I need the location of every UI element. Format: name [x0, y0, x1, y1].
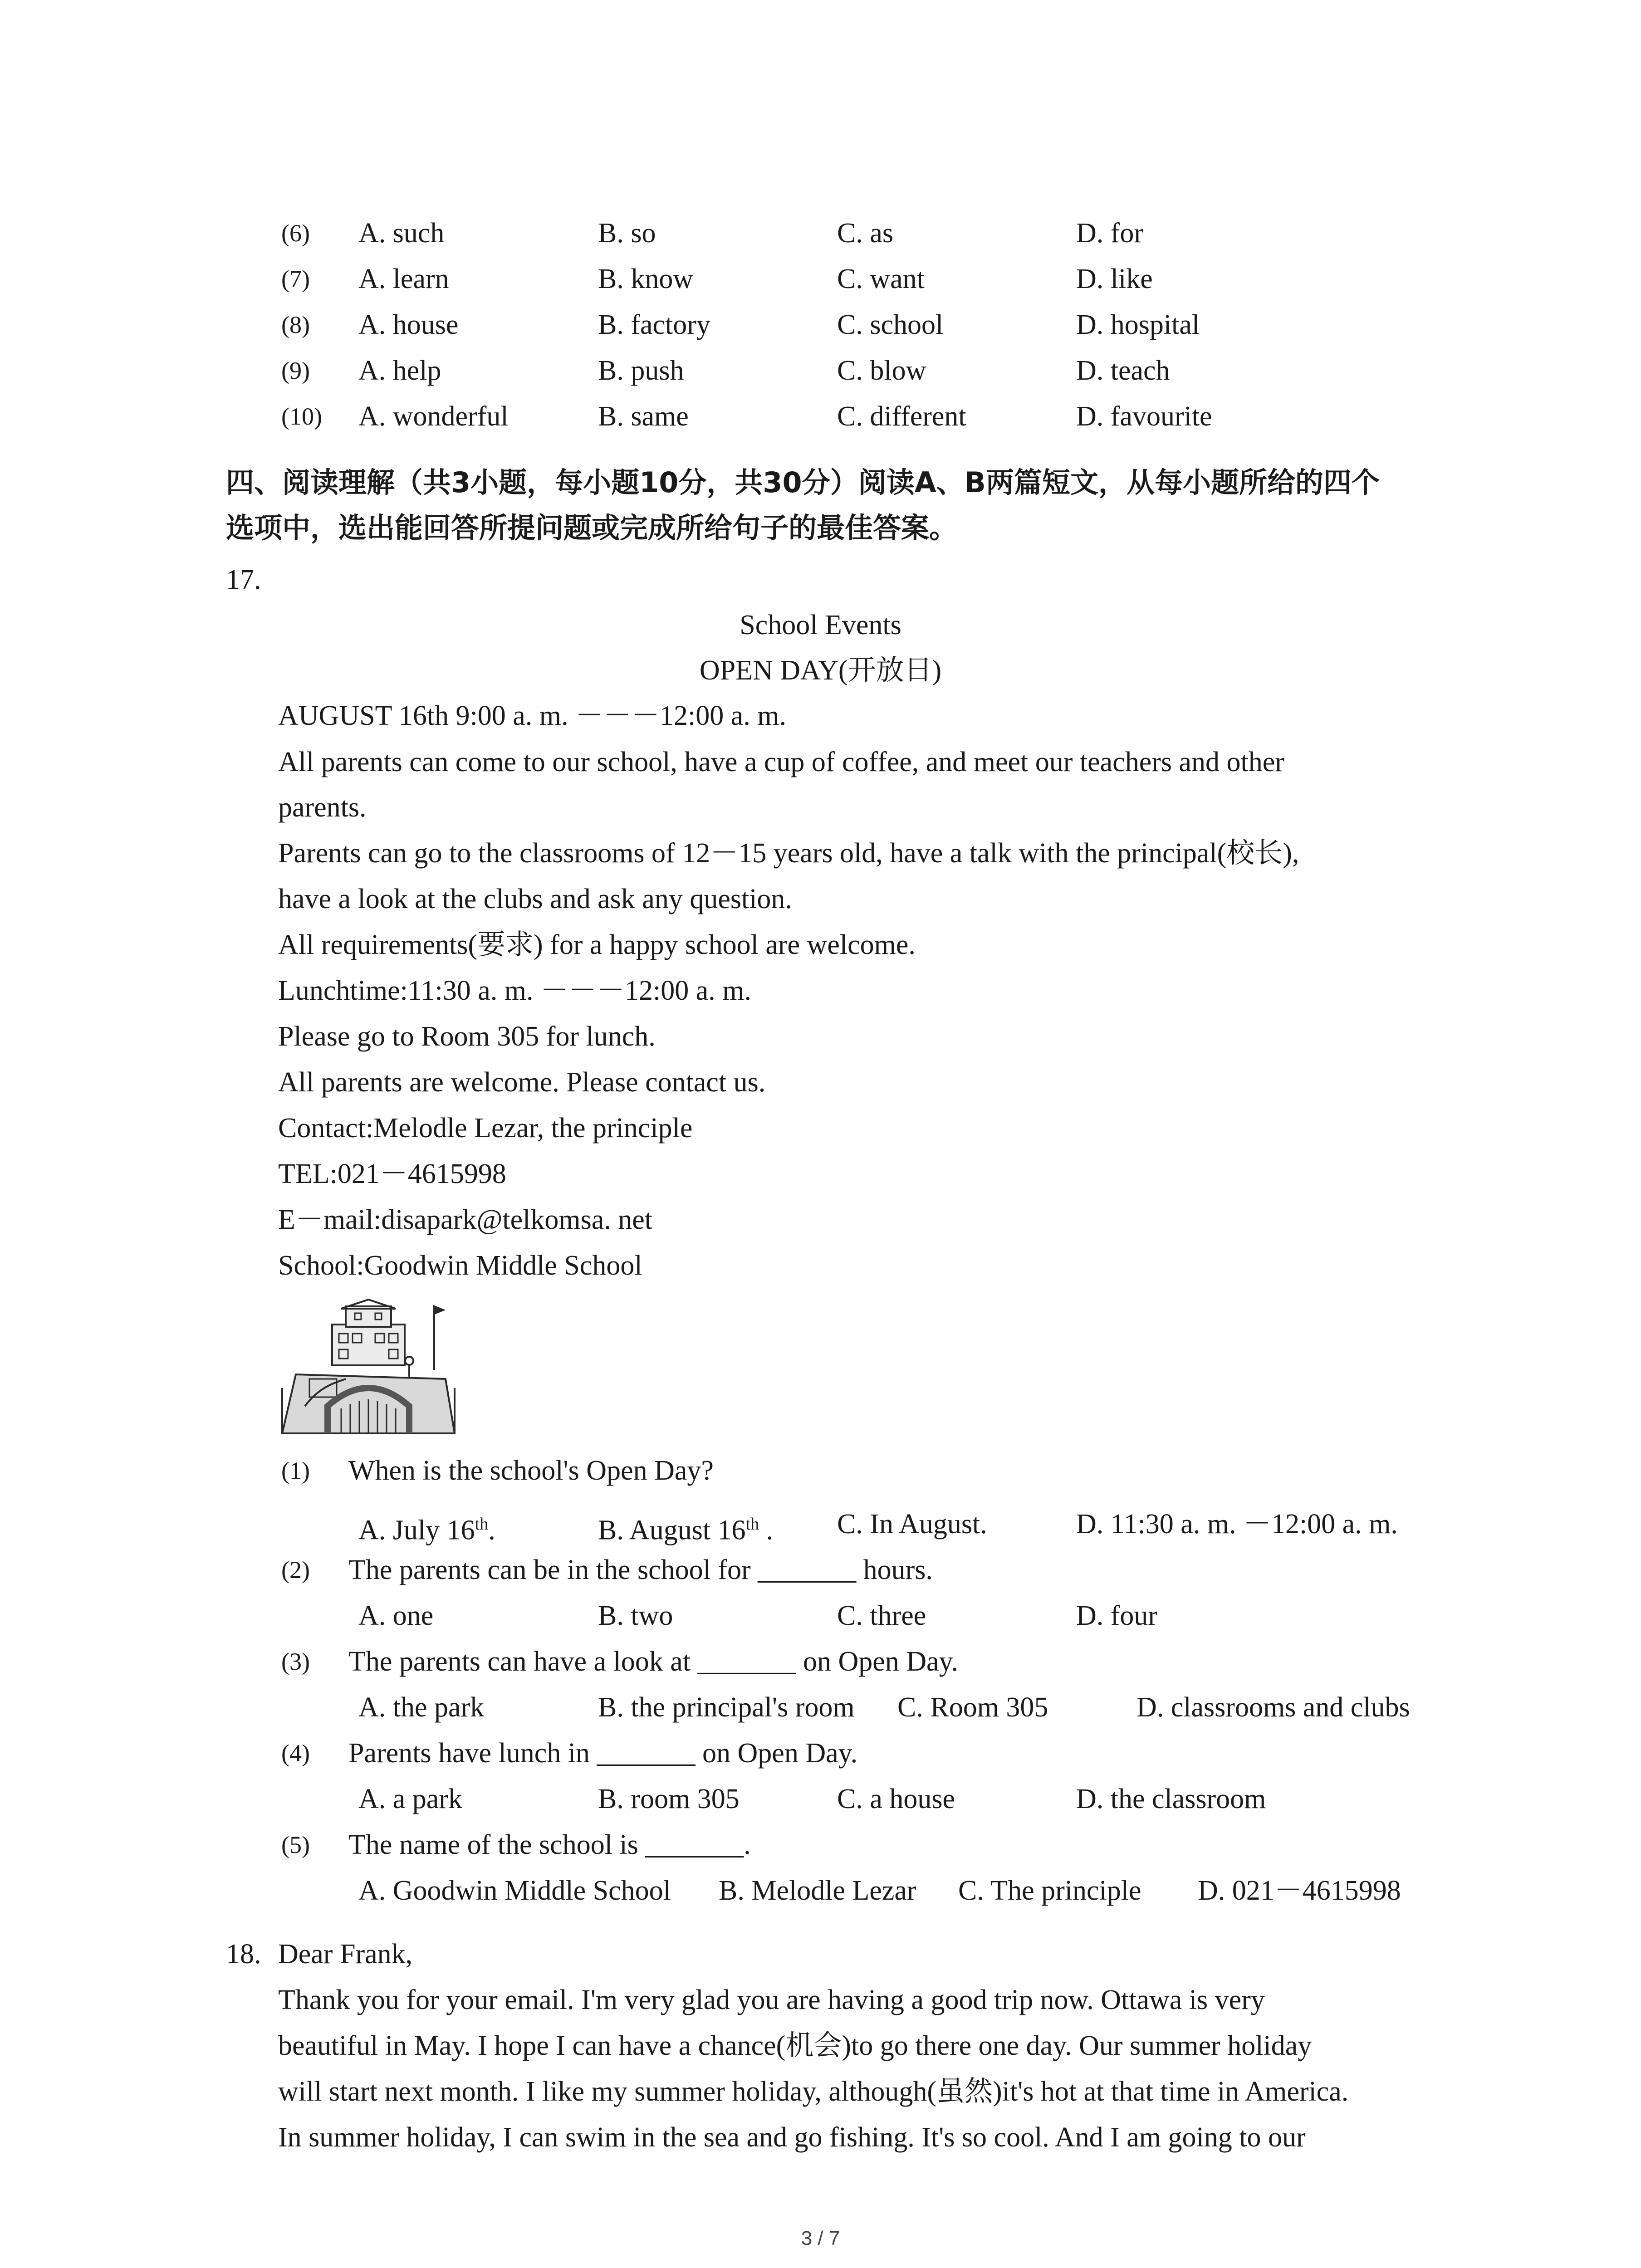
option-a: A. such: [358, 218, 445, 249]
letter-line: beautiful in May. I hope I can have a chance(机会)to go there one day. Our summer holiday: [278, 2030, 1312, 2061]
option-d: D. for: [1076, 218, 1144, 249]
letter-line: In summer holiday, I can swim in the sea and go fishing. It's so cool. And I am going to our: [278, 2122, 1306, 2153]
school-illustration: [278, 1297, 459, 1442]
question-number: (5): [281, 1831, 310, 1858]
option-c: C. three: [837, 1600, 926, 1631]
passage-line: have a look at the clubs and ask any question.: [278, 884, 792, 914]
passage-line: parents.: [278, 792, 367, 823]
passage-line: Parents can go to the classrooms of 12－15 years old, have a talk with the principal(校长),: [278, 838, 1299, 869]
option-d: D. like: [1076, 264, 1153, 294]
option-d: D. teach: [1076, 355, 1170, 386]
option-c: C. want: [837, 264, 925, 294]
passage-line: All parents can come to our school, have a cup of coffee, and meet our teachers and other: [278, 747, 1284, 777]
passage-line: Lunchtime:11:30 a. m. －－－12:00 a. m.: [278, 975, 751, 1006]
option-a: A. a park: [358, 1784, 462, 1814]
passage-line: School:Goodwin Middle School: [278, 1250, 642, 1281]
option-number: (10): [281, 403, 322, 430]
question-text: The name of the school is _______.: [348, 1829, 751, 1860]
passage-line: Please go to Room 305 for lunch.: [278, 1021, 656, 1052]
letter-line: Dear Frank,: [278, 1939, 413, 1970]
option-d: D. four: [1076, 1600, 1158, 1631]
option-c: C. school: [837, 309, 944, 340]
page-number: 3 / 7: [801, 2227, 840, 2249]
passage-line: AUGUST 16th 9:00 a. m. －－－12:00 a. m.: [278, 700, 786, 731]
option-a: A. one: [358, 1600, 434, 1631]
option-d: D. classrooms and clubs: [1136, 1692, 1410, 1723]
section-heading-line2: 选项中，选出能回答所提问题或完成所给句子的最佳答案。: [226, 511, 958, 544]
option-c: C. different: [837, 401, 966, 432]
question-number: (3): [281, 1648, 310, 1675]
option-c: C. blow: [837, 355, 926, 386]
option-a: A. the park: [358, 1692, 485, 1723]
option-d: D. the classroom: [1076, 1784, 1266, 1814]
option-d: D. 021－4615998: [1198, 1875, 1401, 1906]
question-text: Parents have lunch in _______ on Open Day.: [348, 1738, 858, 1769]
option-d: D. 11:30 a. m. －12:00 a. m.: [1076, 1509, 1398, 1540]
option-b: B. two: [598, 1600, 673, 1631]
question-number: (2): [281, 1556, 310, 1584]
option-a: A. July 16th.: [358, 1515, 495, 1546]
option-c: C. Room 305: [897, 1692, 1048, 1723]
option-a: A. wonderful: [358, 401, 509, 432]
option-a: A. house: [358, 309, 459, 340]
question-number: (4): [281, 1740, 310, 1767]
letter-line: will start next month. I like my summer holiday, although(虽然)it's hot at that time in America.: [278, 2076, 1349, 2107]
option-number: (9): [281, 357, 310, 384]
option-number: (7): [281, 265, 310, 293]
question-number: 18.: [226, 1939, 261, 1970]
option-b: B. know: [598, 264, 694, 294]
option-b: B. the principal's room: [598, 1692, 855, 1723]
option-a: A. help: [358, 355, 441, 386]
option-c: C. The principle: [958, 1875, 1141, 1906]
passage-subtitle: OPEN DAY(开放日): [699, 655, 942, 686]
option-number: (8): [281, 311, 310, 338]
question-text: The parents can be in the school for _______ hours.: [348, 1554, 933, 1585]
passage-line: E－mail:disapark@telkomsa. net: [278, 1204, 653, 1235]
option-c: C. a house: [837, 1784, 955, 1814]
question-number: (1): [281, 1457, 310, 1484]
question-number: 17.: [226, 564, 261, 595]
option-b: B. Melodle Lezar: [719, 1875, 916, 1906]
passage-title: School Events: [740, 610, 901, 640]
section-heading-line1: 四、阅读理解（共3小题，每小题10分，共30分）阅读A、B两篇短文，从每小题所给的四个: [226, 466, 1380, 499]
passage-line: TEL:021－4615998: [278, 1158, 506, 1189]
passage-line: All requirements(要求) for a happy school are welcome.: [278, 929, 916, 960]
option-a: A. learn: [358, 264, 449, 294]
question-text: When is the school's Open Day?: [348, 1455, 714, 1486]
option-c: C. as: [837, 218, 893, 249]
option-b: B. factory: [598, 309, 710, 340]
passage-line: Contact:Melodle Lezar, the principle: [278, 1113, 693, 1144]
passage-line: All parents are welcome. Please contact us.: [278, 1067, 766, 1098]
option-number: (6): [281, 220, 310, 247]
option-b: B. push: [598, 355, 684, 386]
letter-line: Thank you for your email. I'm very glad you are having a good trip now. Ottawa is very: [278, 1984, 1265, 2015]
option-d: D. favourite: [1076, 401, 1212, 432]
option-b: B. same: [598, 401, 689, 432]
option-d: D. hospital: [1076, 309, 1200, 340]
option-b: B. room 305: [598, 1784, 740, 1814]
option-c: C. In August.: [837, 1509, 987, 1540]
option-b: B. August 16th .: [598, 1515, 774, 1546]
option-a: A. Goodwin Middle School: [358, 1875, 671, 1906]
option-b: B. so: [598, 218, 656, 249]
question-text: The parents can have a look at _______ on Open Day.: [348, 1646, 959, 1677]
